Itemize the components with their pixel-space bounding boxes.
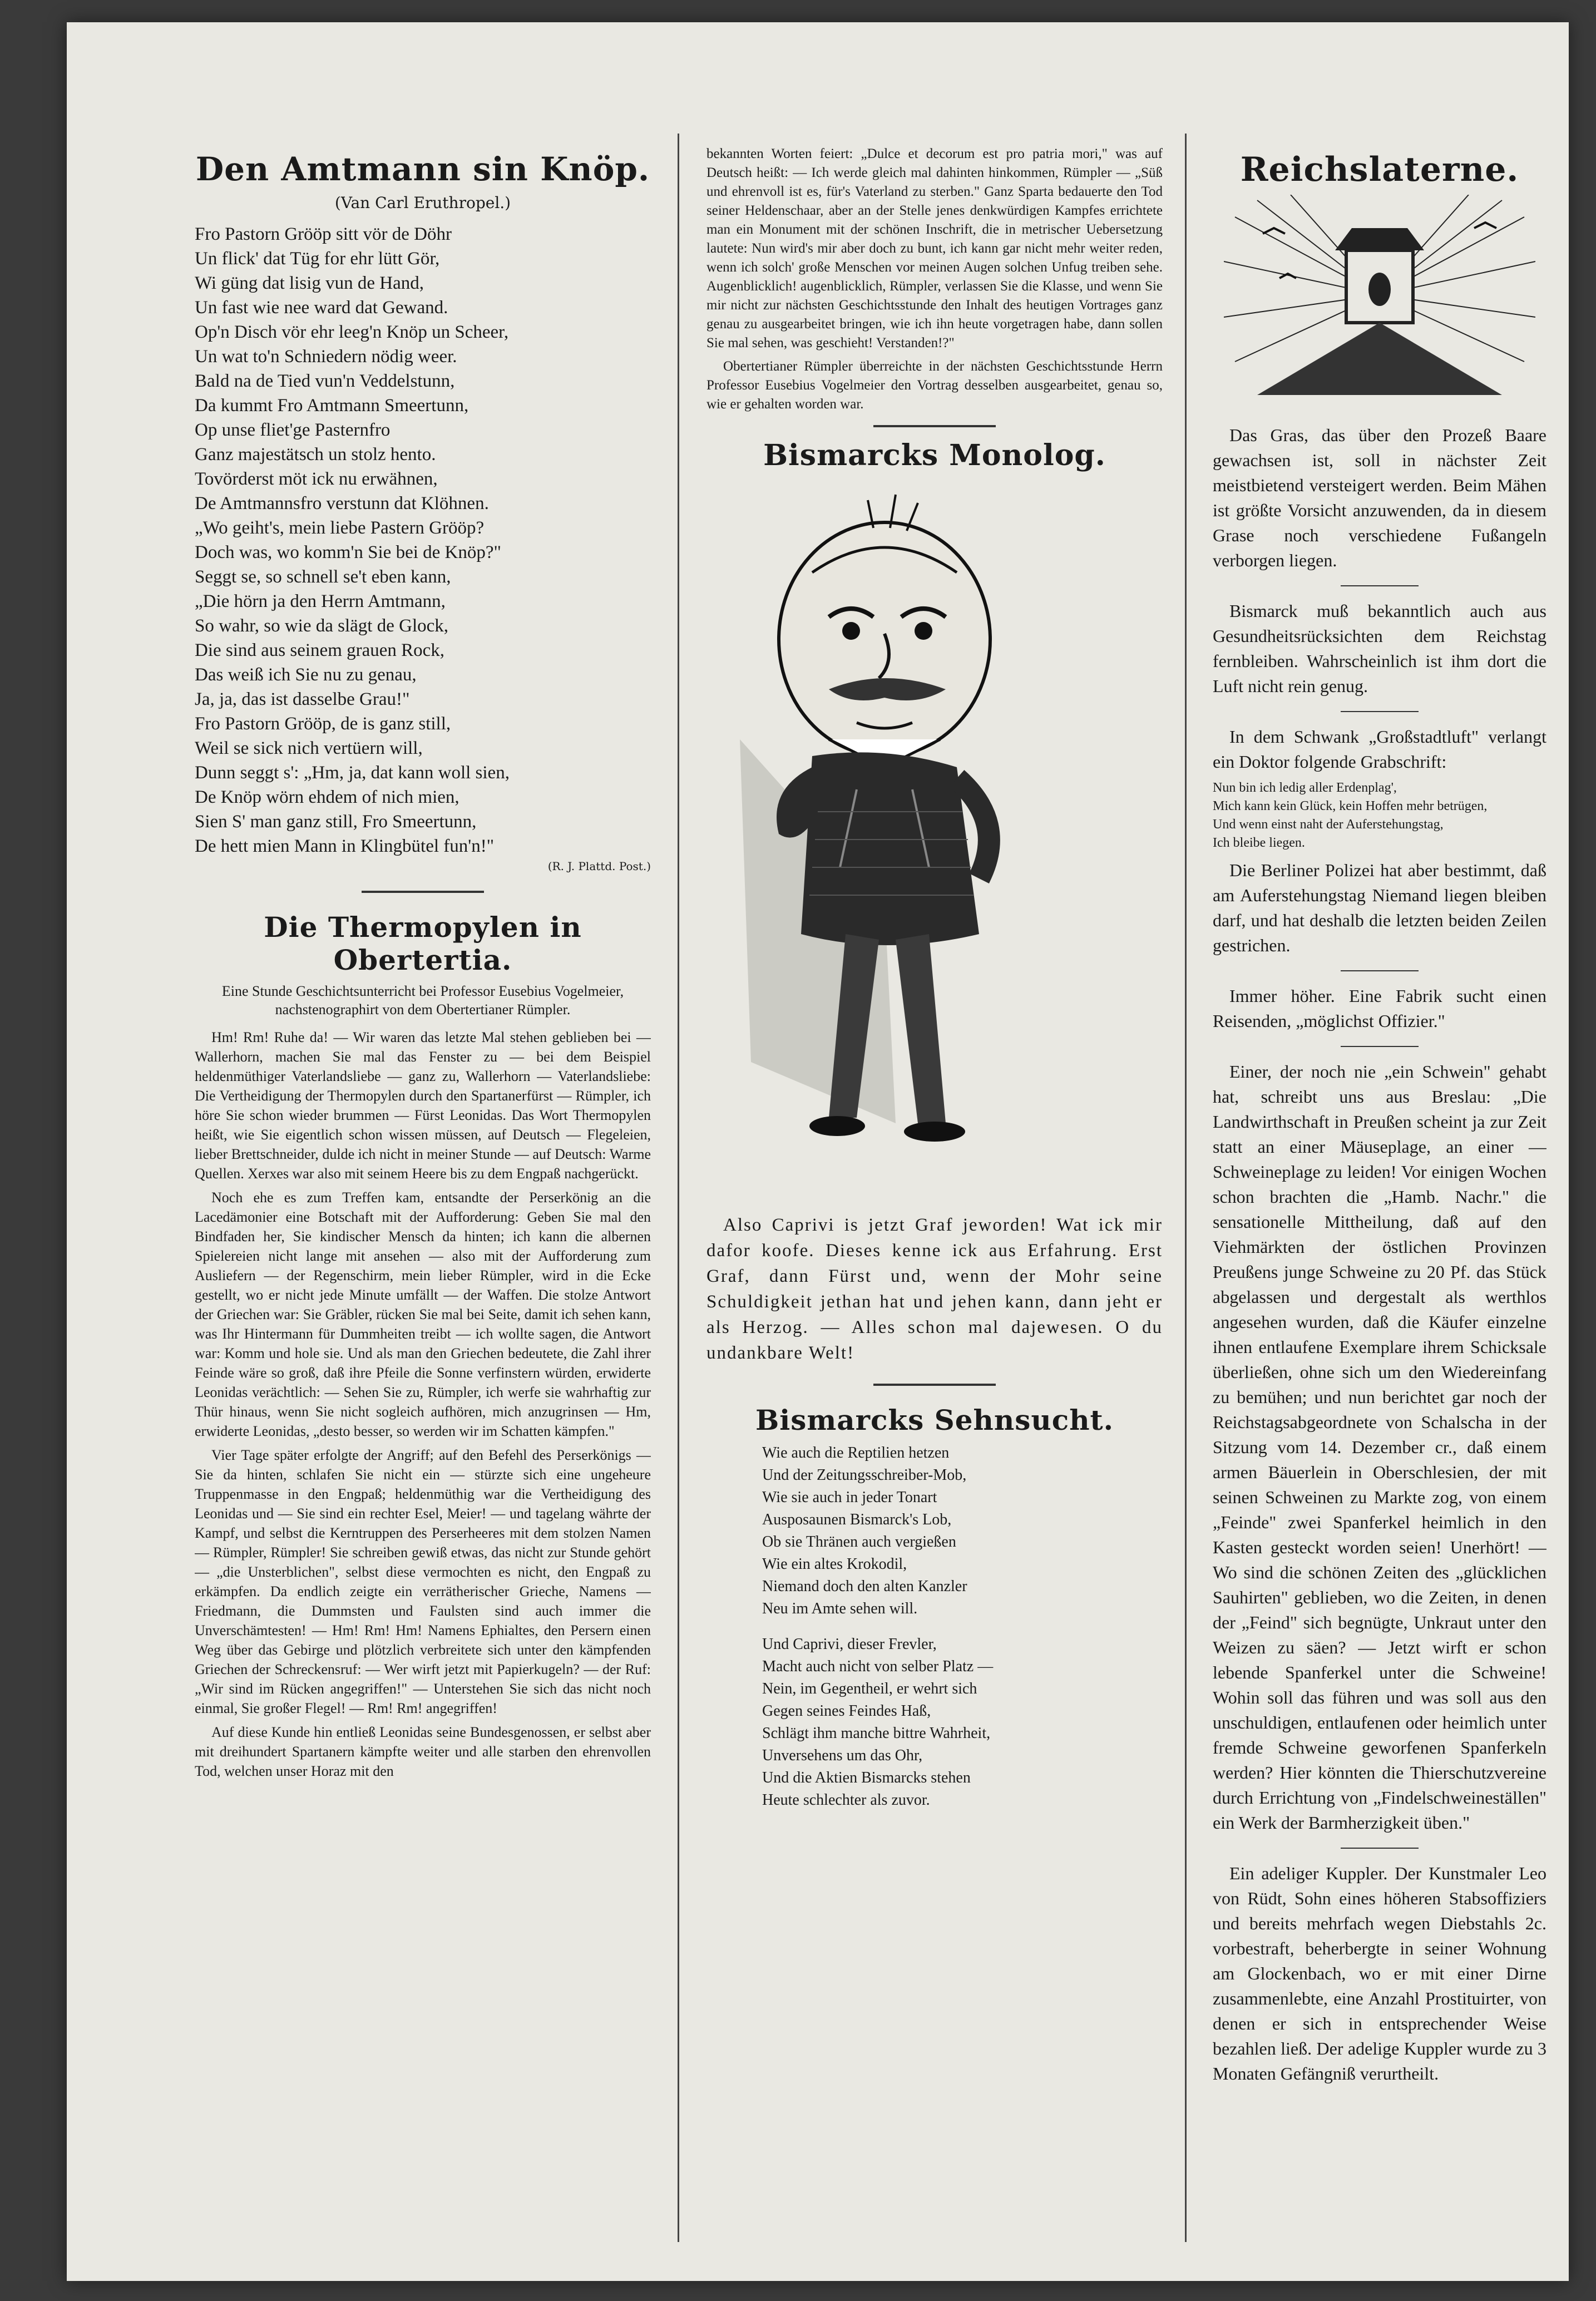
monolog-title: Bismarcks Monolog. bbox=[763, 438, 1106, 472]
news-item: In dem Schwank „Großstadtluft" verlangt ein Doktor folgende Grabschrift: bbox=[1213, 727, 1546, 772]
lantern-illustration bbox=[1224, 195, 1535, 406]
separator bbox=[1341, 970, 1419, 971]
bismarck-caricature-illustration bbox=[718, 478, 1152, 1201]
poem-source: (R. J. Plattd. Post.) bbox=[547, 860, 651, 873]
monolog-body bbox=[706, 1212, 1163, 1366]
article-paragraph: Auf diese Kunde hin entließ Leonidas seine Bundesgenossen, er selbst aber mit dreihundert Spartanern kämpfte weiter und alle starben den ehrenvollen Tod, welchen unser Horaz mit den bbox=[195, 1724, 651, 1779]
monolog-text: Also Caprivi is jetzt Graf jeworden! Wat ick mir dafor koofe. Dieses kenne ick aus Erfahrung. Erst Graf, dann Fürst und, wenn der Mohr seine Schuldigkeit jethan hat und jehen kann, dann jeht er als Herzog. — Alles schon mal dajewesen. O du undankbare Welt! bbox=[706, 1215, 1163, 1363]
column-rule bbox=[1185, 134, 1187, 2242]
article-paragraph: Vier Tage später erfolgte der Angriff; auf den Befehl des Perserkönigs — Sie da hinten, schlafen Sie nicht ein — stürzte sich eine ungeheure Truppenmasse in den Engpaß; heldenmüthig war die Vertheidigung des Leonidas und — Sie sind ein rechter Esel, Meier! — und tagelang währte der Kampf, und selbst die Kerntruppen des Perserheeres mit dem stolzen Namen — Rümpler, Rümpler! Sie schreiben gewiß etwas, das nicht zur Stunde gehört — „die Unsterblichen", selbst diese vermochten es nicht, den Engpaß zu erkämpfen. Da endlich zeigte ein verrätherischer Grieche, Namens — Friedmann, die Dummsten und Faulsten sind auch immer die Unverschämtesten! — Hm! Rm! Hm! Namens Ephialtes, den Persern einen Weg über das Gebirge und plötzlich verbreitete sich unter den kämpfenden Griechen der Schreckensruf: — Wer wirft jetzt mit Papierkugeln? — der Ruf: „Wir sind im Rücken angegriffen!" — Unterstehen Sie sich das nicht noch einmal, Sie großer Flegel! — Rm! Rm! angegriffen! bbox=[195, 1447, 651, 1716]
article-continuation: Obertertianer Rümpler überreichte in der nächsten Geschichtsstunde Herrn Professor Eusebius Vogelmeier den Vortrag desselben ausgearbeitet, genau so, wie er gehalten worden war. bbox=[706, 359, 1163, 412]
separator bbox=[873, 1384, 996, 1386]
article-paragraph: Hm! Rm! Ruhe da! — Wir waren das letzte Mal stehen geblieben bei — Wallerhorn, machen Sie mal das Fenster zu — bei dem Beispiel heldenmüthiger Vaterlandsliebe — ganz zu, Wallerhorn — Vaterlandsliebe: Die Vertheidigung der Thermopylen durch den Spartanerfürst — Rümpler, ich höre Sie schon wieder brummen — Fürst Leonidas. Das Wort Thermopylen heißt, wie Sie eigentlich schon wissen müssen, auf Deutsch — Flegeleien, lieber Brettschneider, dulde ich nicht in meiner Stunde — auf Deutsch: Warme Quellen. Xerxes war also mit seinem Heere bis zu dem Engpaß nachgerückt. bbox=[195, 1029, 651, 1182]
poem-title: Den Amtmann sin Knöp. bbox=[195, 150, 650, 188]
sehnsucht-verse: Und Caprivi, dieser Frevler, Macht auch nicht von selber Platz — Nein, im Gegentheil, er wehrt sich Gegen seines Feindes Haß, Schlägt ihm manche bittre Wahrheit, Unversehens um das Ohr, Und die Aktien Bismarcks stehen Heute schlechter als zuvor. bbox=[762, 1636, 994, 1809]
epitaph-verse: Nun bin ich ledig aller Erdenplag', Mich kann kein Glück, kein Hoffen mehr betrügen, Und wenn einst naht der Auferstehungstag, Ich bleibe liegen. bbox=[1213, 781, 1488, 850]
article-title: Die Thermopylen in Obertertia. bbox=[264, 911, 582, 976]
news-item: Immer höher. Eine Fabrik sucht einen Reisenden, „möglichst Offizier." bbox=[1213, 986, 1546, 1031]
sehnsucht-title: Bismarcks Sehnsucht. bbox=[755, 1404, 1114, 1436]
separator bbox=[1341, 1848, 1419, 1849]
column-middle bbox=[706, 145, 1163, 2248]
news-item: Die Berliner Polizei hat aber bestimmt, daß am Auferstehungstag Niemand liegen bleiben darf, und hat deshalb die letzten beiden Zeilen gestrichen. bbox=[1213, 860, 1546, 955]
newspaper-page bbox=[67, 22, 1569, 2281]
poem-author: (Van Carl Eruthropel.) bbox=[334, 194, 511, 212]
article-paragraph: Noch ehe es zum Treffen kam, entsandte der Perserkönig an die Lacedämonier eine Botschaft mit der Aufforderung: Geben Sie mal den Bindfaden her, Sie kindischer Mensch da hinten; ich kann die albernen Spielereien nicht lange mit ansehen — also mit der Aufforderung zum Ausliefern — der Regenschirm, mein lieber Rümpler, wird in die Ecke gestellt, wo er nicht jede Minute umfällt — der Waffen. Die stolze Antwort der Griechen war: Sie Gräbler, rücken Sie mal bei Seite, damit ich sehen kann, was Ihr Hintermann für Dummheiten treibt — ich wollte sagen, die Antwort war: Komm und hole sie. Und als man den Griechen bedeutete, die Zahl ihrer Feinde wäre so groß, daß ihre Pfeile die Sonne verfinstern würden, erwiderte Leonidas verächtlich: — Sehen Sie zu, Rümpler, ich werfe sie wahrhaftig zur Thür hinaus, wenn Sie nicht sogleich aufhören, mich anzugrinsen — Hm, erwiderte Leonidas, „desto besser, so werden wir im Schatten kämpfen." bbox=[195, 1189, 651, 1439]
poem-text: Fro Pastorn Grööp sitt vör de Döhr Un flick' dat Tüg for ehr lütt Gör, Wi güng dat lisig vun de Hand, Un fast wie nee ward dat Gewand. Op'n Disch vör ehr leeg'n Knöp un Scheer, Un wat to'n Schniedern nödig weer. Bald na de Tied vun'n Veddelstunn, Da kummt Fro Amtmann Smeertunn, Op unse fliet'ge Pasternfro Ganz majestätsch un stolz hento. Tovörderst möt ick nu erwähnen, De Amtmannsfro verstunn dat Klöhnen. „Wo geiht's, mein liebe Pastern Grööp? Doch was, wo komm'n Sie bei de Knöp?" Seggt se, so schnell se't eben kann, „Die hörn ja den Herrn Amtmann, So wahr, so wie da slägt de Glock, Die sind aus seinem grauen Rock, Das weiß ich Sie nu zu genau, Ja, ja, das ist dasselbe Grau!" Fro Pastorn Grööp, de is ganz still, Weil se sick nich vertüern will, Dunn seggt s': „Hm, ja, dat kann woll sien, De Knöp wörn ehdem of nich mien, Sien S' man ganz still, Fro Smeertunn, De hett mien Mann in Klingbütel fun'n!" bbox=[195, 224, 510, 856]
article-intro: Eine Stunde Geschichtsunterricht bei Professor Eusebius Vogelmeier, nachstenographirt von dem Obertertianer Rümpler. bbox=[221, 983, 624, 1018]
news-item: Ein adeliger Kuppler. Der Kunstmaler Leo von Rüdt, Sohn eines höheren Stabsoffiziers und bereits mehrfach wegen Diebstahls 2c. vorbestraft, beherbergte in seiner Wohnung am Glockenbach, wo er mit einer Dirne zusammenlebte, eine Anzahl Prostituirter, von denen er sich in entsprechender Weise bezahlen ließ. Der adelige Kuppler wurde zu 3 Monaten Gefängniß verurtheilt. bbox=[1213, 1863, 1546, 2083]
column-right bbox=[1213, 139, 1546, 2248]
column-rule bbox=[678, 134, 679, 2242]
separator bbox=[1341, 585, 1419, 586]
news-item: Bismarck muß bekanntlich auch aus Gesundheitsrücksichten dem Reichstag fernbleiben. Wahrscheinlich ist ihm dort die Luft nicht rein genug. bbox=[1213, 601, 1546, 696]
separator bbox=[1341, 711, 1419, 712]
separator bbox=[873, 425, 996, 427]
section-title: Reichslaterne. bbox=[1240, 150, 1519, 189]
news-item: Das Gras, das über den Prozeß Baare gewachsen ist, soll in nächster Zeit meistbietend versteigert werden. Beim Mähen ist größte Vorsicht anzuwenden, da in diesem Grase noch verschiedene Fußangeln verborgen liegen. bbox=[1213, 425, 1546, 570]
sehnsucht-verse: Wie auch die Reptilien hetzen Und der Zeitungsschreiber-Mob, Wie sie auch in jeder Tonart Ausposaunen Bismarck's Lob, Ob sie Thränen auch vergießen Wie ein altes Krokodil, Niemand doch den alten Kanzler Neu im Amte sehen will. bbox=[762, 1444, 967, 1617]
separator bbox=[1341, 1046, 1419, 1047]
article-continuation: bekannten Worten feiert: „Dulce et decorum est pro patria mori," was auf Deutsch heißt: — Ich werde gleich mal dahinten hinkommen, Rümpler — „Süß und ehrenvoll ist es, für's Vaterland zu sterben." Ganz Sparta bedauerte den Tod seiner Heldenschaar, aber an der Stelle jenes denkwürdigen Kampfes errichtete man ein Monument mit der schönen Inschrift, die in metrischer Uebersetzung lautete: Nun wird's mir aber doch zu bunt, ich kann gar nicht mehr weiter reden, wenn ich solch' große Menschen vor meinen Augen solchen Unfug treiben sehe. Augenblicklich! augenblicklich, Rümpler, verlassen Sie die Klasse, und wenn Sie mir nicht zur nächsten Geschichtsstunde den Inhalt des heutigen Vortrages ganz genau zu ausgearbeitet bringen, wie ich ihn heute vorgetragen habe, dann sollen Sie mal sehen, was geschieht! Verstanden!?" bbox=[706, 146, 1163, 350]
news-item: Einer, der noch nie „ein Schwein" gehabt hat, schreibt uns aus Breslau: „Die Landwirthschaft in Preußen scheint ja zur Zeit statt an einer Mäuseplage, an einer — Schweineplage zu leiden! Vor einigen Wochen schon brachten die „Hamb. Nachr." die sensationelle Mittheilung, daß auf den Viehmärkten der östlichen Provinzen Preußens junge Schweine zu 20 Pf. das Stück abgelassen und dergestalt als werthlos angesehen wurden, daß die Käufer einzelne ihnen entlaufene Exemplare ihrem Schicksale überließen, ohne sich um den Wiedereinfang zu bemühen; und nun berichtet gar noch der Reichstagsabgeordnete von Schalscha in der Sitzung vom 14. Dezember cr., daß einem armen Bäuerlein in Oberschlesien, der mit seinen Schweinen zu Markte zog, von einem „Feinde" zwei Spanferkel heimlich in den Kasten gesteckt worden seien! Unerhört! — Wo sind die schönen Zeiten des „glücklichen Sauhirten" geblieben, wo die Zeiten, in denen der „Feind" sich begnügte, Unkraut unter den Weizen zu säen? — Jetzt wirft er schon lebende Spanferkel unter die Schweine! Wohin soll das führen und was soll aus den unschuldigen, entlaufenen oder heimlich unter fremde Schweine geworfenen Spanferkeln werden? Hier könnten die Thierschutzvereine durch Errichtung von „Findelschweineställen" ein Werk der Barmherzigkeit üben." bbox=[1213, 1061, 1546, 1833]
separator bbox=[362, 891, 484, 893]
column-left bbox=[195, 139, 651, 2248]
